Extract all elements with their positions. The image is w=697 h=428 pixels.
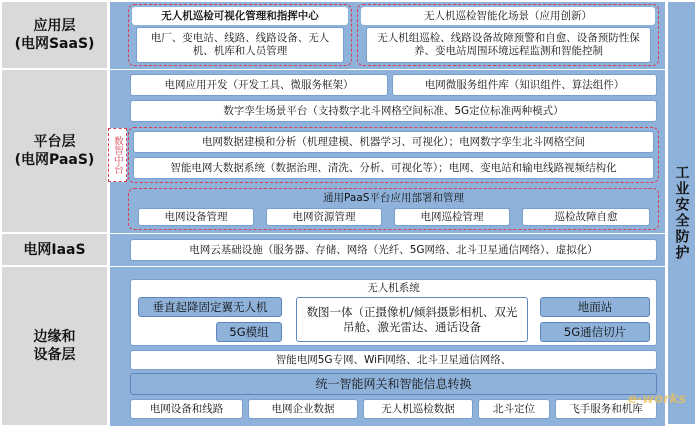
app-left-body: 电厂、变电站、线路、线路设备、无人机、机库和人员管理 — [136, 27, 344, 63]
uav-5g-module: 5G模组 — [216, 322, 282, 342]
layer-label-iaas — [2, 234, 107, 266]
paas-app-dev: 电网应用开发（开发工具、微服务框架） — [130, 74, 388, 96]
layer-label-app-line2: (电网SaaS) — [14, 36, 95, 52]
edge-bottom-item: 飞手服务和机库 — [555, 399, 657, 419]
paas-bigdata-system: 智能电网大数据系统（数据治理、清洗、分析、可视化等）；电网、变电站和输电线路视频结构化 — [133, 157, 654, 179]
uav-ground-station: 地面站 — [540, 297, 650, 317]
uav-5g-slice: 5G通信切片 — [540, 322, 650, 342]
layer-label-app — [2, 2, 107, 69]
paas-deploy-title: 通用PaaS平台应用部署和管理 — [323, 191, 464, 204]
paas-deploy-item: 电网设备管理 — [138, 208, 254, 226]
edge-network: 智能电网5G专网、WiFi网络、北斗卫星通信网络、 — [130, 350, 657, 370]
layer-label-paas — [2, 70, 107, 233]
app-right-body: 无人机组巡检、线路设备故障预警和自愈、设备预防性保养、变电站周围环境远程监测和智能控制 — [366, 27, 651, 63]
uav-payload: 数图一体（正摄像机/倾斜摄影相机、双光吊舱、激光雷达、通话设备 — [296, 297, 528, 342]
layer-label-edge-line2: 设备层 — [33, 347, 76, 363]
watermark-logo: e-works — [628, 392, 686, 407]
paas-micro-library: 电网微服务组件库（知识组件、算法组件） — [392, 74, 657, 96]
edge-bottom-item: 无人机巡检数据 — [363, 399, 473, 419]
edge-bottom-item: 电网企业数据 — [248, 399, 358, 419]
app-right-title: 无人机巡检智能化场景（应用创新） — [361, 7, 655, 25]
paas-twin-platform: 数字孪生场景平台（支持数字北斗网格空间标准、5G定位标准两种模式） — [130, 100, 657, 122]
paas-data-modeling: 电网数据建模和分析（机理建模、机器学习、可视化）；电网数字孪生北斗网格空间 — [133, 131, 654, 153]
paas-deploy-item: 电网资源管理 — [266, 208, 382, 226]
layer-label-edge-line1: 边缘和 — [33, 329, 76, 345]
app-left-title: 无人机巡检可视化管理和指挥中心 — [132, 7, 348, 25]
uav-system-title: 无人机系统 — [367, 282, 420, 294]
layer-label-paas-line1: 平台层 — [33, 134, 76, 150]
paas-deploy-item: 电网巡检管理 — [394, 208, 510, 226]
layer-label-edge — [2, 267, 107, 426]
paas-deploy-item: 巡检故障自愈 — [522, 208, 650, 226]
industrial-security-label: 工业安全防护 — [668, 2, 695, 424]
edge-bottom-item: 北斗定位 — [478, 399, 550, 419]
iaas-infra: 电网云基础设施（服务器、存储、网络（光纤、5G网络、北斗卫星通信网络）、虚拟化） — [130, 239, 657, 261]
layer-label-paas-line2: (电网PaaS) — [14, 152, 95, 168]
layer-label-app-line1: 应用层 — [33, 18, 76, 34]
edge-bottom-item: 电网设备和线路 — [130, 399, 243, 419]
layer-label-iaas-line1: 电网IaaS — [23, 241, 86, 258]
edge-unified-gateway: 统一智能网关和智能信息转换 — [130, 373, 657, 395]
data-intelligence-middle-label: 数智中台 — [108, 128, 127, 182]
uav-vtol: 垂直起降固定翼无人机 — [138, 297, 282, 317]
